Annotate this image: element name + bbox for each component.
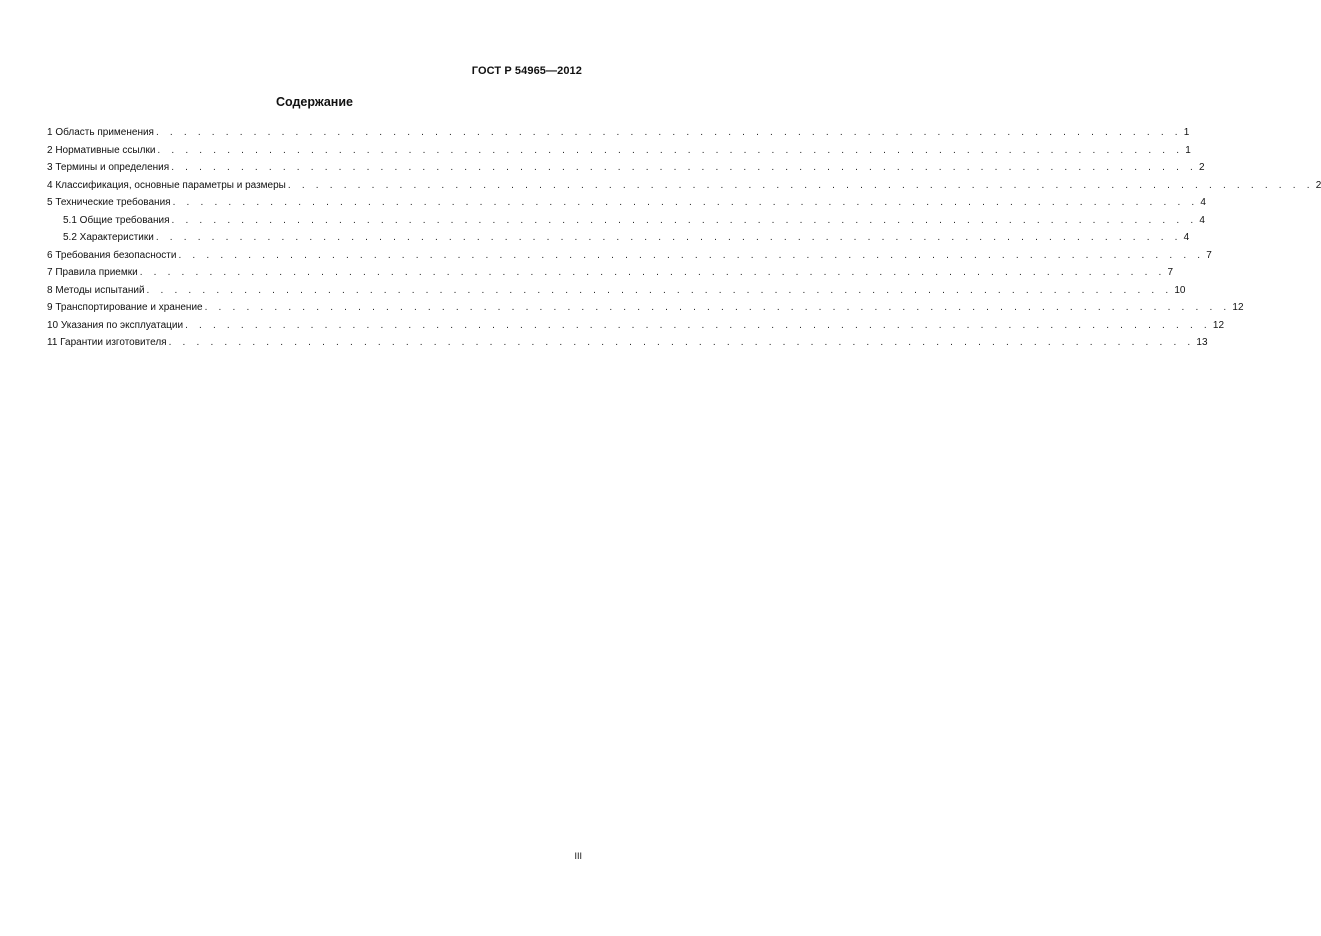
page-folio: III: [574, 851, 582, 861]
toc-entry-label: 2 Нормативные ссылки: [47, 144, 156, 156]
toc-entry-label: 8 Методы испытаний: [47, 284, 145, 296]
toc-entry-label: 4 Классификация, основные параметры и размеры: [47, 179, 286, 191]
page-header: [472, 65, 582, 77]
toc-entry-label: 6 Требования безопасности: [47, 249, 177, 261]
toc-entry-technical-requirements[interactable]: [47, 194, 1206, 212]
dot-leader: . . . . . . . . . . . . . . . . . . . . . . . . . . . . . . . . . . . . . . . . . . . . . . . . . . . . . . . . . . . . . . . . . . . . . . . . . .: [171, 214, 1198, 226]
toc-entry-label: 9 Транспортирование и хранение: [47, 302, 203, 313]
toc-entry-acceptance[interactable]: [47, 264, 1174, 282]
dot-leader: . . . . . . . . . . . . . . . . . . . . . . . . . . . . . . . . . . . . . . . . . . . . . . . . . . . . . . . . . . . . . . . . . . . . . . . . . .: [139, 267, 1166, 278]
toc-entry-terms[interactable]: [47, 159, 1205, 177]
toc-entry-label: 10 Указания по эксплуатации: [47, 319, 184, 331]
toc-entry-page: 10: [1174, 284, 1186, 296]
toc-entry-page: 1: [1183, 127, 1190, 138]
toc-entry-transport-storage[interactable]: [47, 299, 1244, 317]
toc-entry-test-methods[interactable]: [47, 282, 1186, 300]
dot-leader: . . . . . . . . . . . . . . . . . . . . . . . . . . . . . . . . . . . . . . . . . . . . . . . . . . . . . . . . . . . . . . . . . . . . . . . . . .: [204, 302, 1231, 313]
toc-entry-label: 5.2 Характеристики: [63, 232, 154, 243]
toc-entry-label: 7 Правила приемки: [47, 267, 138, 278]
toc-entry-characteristics[interactable]: [47, 229, 1190, 247]
toc-entry-label: 5 Технические требования: [47, 197, 171, 208]
toc-entry-page: 4: [1200, 197, 1206, 208]
toc-entry-label: 1 Область применения: [47, 127, 154, 138]
toc-entry-page: 4: [1199, 214, 1205, 226]
dot-leader: . . . . . . . . . . . . . . . . . . . . . . . . . . . . . . . . . . . . . . . . . . . . . . . . . . . . . . . . . . . . . . . . . . . . . . . . . .: [168, 337, 1195, 348]
toc-entry-page: 2: [1199, 162, 1205, 173]
toc-entry-warranty[interactable]: [47, 334, 1208, 352]
toc-entry-page: 12: [1212, 319, 1225, 331]
toc-entry-label: 3 Термины и определения: [47, 162, 170, 173]
toc-title: Содержание: [275, 95, 353, 109]
toc-entry-label: 11 Гарантии изготовителя: [47, 337, 167, 348]
dot-leader: . . . . . . . . . . . . . . . . . . . . . . . . . . . . . . . . . . . . . . . . . . . . . . . . . . . . . . . . . . . . . . . . . . . . . . . . . .: [155, 127, 1182, 138]
dot-leader: . . . . . . . . . . . . . . . . . . . . . . . . . . . . . . . . . . . . . . . . . . . . . . . . . . . . . . . . . . . . . . . . . . . . . . . . . .: [146, 284, 1173, 296]
toc-entry-general-requirements[interactable]: [47, 212, 1205, 230]
dot-leader: . . . . . . . . . . . . . . . . . . . . . . . . . . . . . . . . . . . . . . . . . . . . . . . . . . . . . . . . . . . . . . . . . . . . . . . . . .: [287, 179, 1314, 191]
table-of-contents: [47, 124, 1321, 352]
toc-entry-page: 2: [1315, 179, 1321, 191]
toc-entry-safety[interactable]: [47, 247, 1212, 265]
toc-entry-page: 7: [1167, 267, 1174, 278]
dot-leader: . . . . . . . . . . . . . . . . . . . . . . . . . . . . . . . . . . . . . . . . . . . . . . . . . . . . . . . . . . . . . . . . . . . . . . . . . .: [185, 319, 1211, 331]
toc-entry-scope[interactable]: [47, 124, 1190, 142]
document-code: ГОСТ Р 54965—2012: [471, 65, 582, 77]
dot-leader: . . . . . . . . . . . . . . . . . . . . . . . . . . . . . . . . . . . . . . . . . . . . . . . . . . . . . . . . . . . . . . . . . . . . . . . . . .: [171, 162, 1198, 173]
dot-leader: . . . . . . . . . . . . . . . . . . . . . . . . . . . . . . . . . . . . . . . . . . . . . . . . . . . . . . . . . . . . . . . . . . . . . . . . . .: [172, 197, 1199, 208]
dot-leader: . . . . . . . . . . . . . . . . . . . . . . . . . . . . . . . . . . . . . . . . . . . . . . . . . . . . . . . . . . . . . . . . . . . . . . . . . .: [157, 144, 1184, 156]
toc-entry-classification[interactable]: [47, 177, 1321, 195]
toc-entry-operation[interactable]: [47, 317, 1225, 335]
toc-entry-normative-references[interactable]: [47, 142, 1191, 160]
toc-entry-page: 13: [1196, 337, 1208, 348]
toc-entry-page: 12: [1232, 302, 1244, 313]
toc-entry-page: 7: [1206, 249, 1212, 261]
dot-leader: . . . . . . . . . . . . . . . . . . . . . . . . . . . . . . . . . . . . . . . . . . . . . . . . . . . . . . . . . . . . . . . . . . . . . . . . . .: [178, 249, 1205, 261]
toc-entry-page: 1: [1185, 144, 1191, 156]
toc-entry-label: 5.1 Общие требования: [63, 214, 170, 226]
dot-leader: . . . . . . . . . . . . . . . . . . . . . . . . . . . . . . . . . . . . . . . . . . . . . . . . . . . . . . . . . . . . . . . . . . . . . . . . . .: [155, 232, 1182, 243]
toc-entry-page: 4: [1183, 232, 1190, 243]
